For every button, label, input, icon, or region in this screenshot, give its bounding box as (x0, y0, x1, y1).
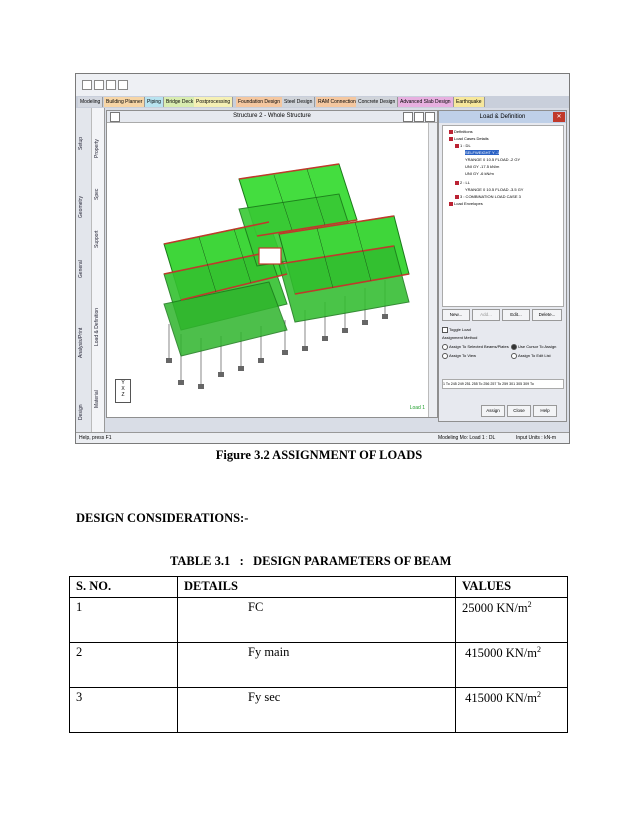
cell-value: 25000 $KN/m^2$ (456, 598, 568, 643)
load-case-icon (455, 144, 459, 148)
load-tree (442, 125, 564, 307)
side-tab-design[interactable]: Design (78, 404, 84, 420)
tab-postprocessing[interactable]: Postprocessing (194, 97, 233, 107)
subtab-spec[interactable]: Spec (94, 188, 100, 200)
new-file-icon[interactable] (82, 80, 92, 90)
table-header-row (70, 577, 568, 598)
delete-button[interactable]: Delete... (532, 309, 562, 321)
tree-item-selected[interactable]: SELFWEIGHT Y -1 (465, 150, 500, 155)
ribbon-tabs (76, 96, 569, 108)
panel-title: Load & Definition (439, 111, 566, 123)
tree-item[interactable]: UNI GY -17.5 kN/m (465, 164, 500, 169)
undo-icon[interactable] (118, 80, 128, 90)
load-definition-panel (438, 110, 567, 422)
active-load-label: Load 1 (409, 405, 425, 411)
help-button[interactable]: Help (533, 405, 557, 417)
cell-detail: FC (178, 598, 456, 643)
subtab-load-definition[interactable]: Load & Definition (94, 307, 100, 346)
tab-earthquake[interactable]: Earthquake (454, 97, 485, 107)
axis-y-label: Y (121, 380, 125, 386)
cell-value: 415000 $KN/m^2$ (456, 643, 568, 688)
folder-icon (449, 130, 453, 134)
cell-detail: Fy sec (178, 688, 456, 733)
tab-concrete-design[interactable]: Concrete Design (356, 97, 398, 107)
load-case-icon (455, 181, 459, 185)
subtab-support[interactable]: Support (94, 230, 100, 248)
tab-piping[interactable]: Piping (145, 97, 164, 107)
tree-item[interactable]: Definitions (449, 129, 473, 134)
new-button[interactable]: New... (442, 309, 470, 321)
checkbox-icon (442, 327, 448, 333)
panel-close-icon[interactable]: ✕ (553, 112, 565, 122)
table-row (70, 643, 568, 688)
structure-viewport[interactable] (106, 110, 438, 418)
table-row (70, 598, 568, 643)
edit-list-field[interactable]: 1 To 245 249 251 255 To 256 257 To 259 301 305 309 To (442, 379, 564, 389)
edit-button[interactable]: Edit... (502, 309, 530, 321)
status-units: Input Units : kN-m (516, 435, 557, 441)
assignment-method-label: Assignment Method (442, 335, 478, 340)
tab-bridge-deck[interactable]: Bridge Deck (164, 97, 196, 107)
status-help: Help, press F1 (79, 435, 112, 441)
staad-screenshot (75, 73, 570, 444)
radio-assign-view[interactable]: Assign To View (442, 353, 476, 359)
subtab-material[interactable]: Material (94, 390, 100, 408)
tab-advanced-slab-design[interactable]: Advanced Slab Design (398, 97, 454, 107)
toggle-load-checkbox[interactable]: Toggle Load (442, 327, 471, 333)
tab-modeling[interactable]: Modeling (78, 97, 103, 107)
left-page-control (76, 108, 105, 432)
header-sno: S. NO. (70, 577, 178, 598)
tree-item[interactable]: 1 : DL (455, 143, 471, 148)
radio-assign-selected[interactable]: Assign To Selected Beams/Plates (442, 344, 509, 350)
header-values: VALUES (456, 577, 568, 598)
tab-steel-design[interactable]: Steel Design (282, 97, 315, 107)
cell-sno: 2 (70, 643, 178, 688)
side-tab-setup[interactable]: Setup (78, 136, 84, 150)
close-icon[interactable] (425, 112, 435, 122)
structure-model-drawing (109, 124, 427, 404)
add-button[interactable]: Add... (472, 309, 500, 321)
open-file-icon[interactable] (94, 80, 104, 90)
header-details: DETAILS (178, 577, 456, 598)
side-tab-analysis-print[interactable]: Analysis/Print (78, 327, 84, 358)
axis-triad (115, 379, 131, 403)
assign-button[interactable]: Assign (481, 405, 505, 417)
radio-assign-edit-list[interactable]: Assign To Edit List (511, 353, 551, 359)
folder-icon (449, 202, 453, 206)
status-bar (76, 432, 569, 444)
tree-item[interactable]: Load Cases Details (449, 136, 489, 141)
table-caption: TABLE 3.1 : DESIGN PARAMETERS OF BEAM (170, 554, 452, 568)
beam-parameters-table (69, 576, 568, 733)
radio-icon (442, 353, 448, 359)
cell-detail: Fy main (178, 643, 456, 688)
section-heading: DESIGN CONSIDERATIONS:- (76, 511, 249, 525)
tab-ram-connection[interactable]: RAM Connection (316, 97, 359, 107)
subtab-track (91, 108, 104, 432)
cell-sno: 3 (70, 688, 178, 733)
radio-selected-icon (511, 344, 517, 350)
viewport-title: Structure 2 - Whole Structure (107, 111, 437, 123)
radio-icon (442, 344, 448, 350)
close-button[interactable]: Close (507, 405, 531, 417)
tree-item[interactable]: 3 : COMBINATION LOAD CASE 3 (455, 194, 521, 199)
cell-sno: 1 (70, 598, 178, 643)
tree-item[interactable]: YRANGE 0 10.5 FLOAD -2 GY (465, 157, 521, 162)
side-tab-general[interactable]: General (78, 260, 84, 278)
axis-z-label: Z (121, 392, 125, 398)
radio-icon (511, 353, 517, 359)
tree-item[interactable]: YRANGE 0 10.5 FLOAD -3.5 GY (465, 187, 524, 192)
minimize-icon[interactable] (403, 112, 413, 122)
status-mode: Modeling Mo: Load 1 : DL (438, 435, 496, 441)
save-icon[interactable] (106, 80, 116, 90)
axis-x-label: X (121, 386, 125, 392)
maximize-icon[interactable] (414, 112, 424, 122)
tree-item[interactable]: Load Envelopes (449, 201, 483, 206)
figure-caption: Figure 3.2 ASSIGNMENT OF LOADS (215, 448, 423, 462)
side-tab-geometry[interactable]: Geometry (78, 196, 84, 218)
tab-foundation-design[interactable]: Foundation Design (236, 97, 283, 107)
folder-icon (449, 137, 453, 141)
load-case-icon (455, 195, 459, 199)
quick-toolbar (76, 74, 569, 96)
tab-building-planner[interactable]: Building Planner (104, 97, 145, 107)
tree-item[interactable]: UNI GY -6 kN/m (465, 171, 494, 176)
viewport-menu-icon[interactable] (110, 112, 120, 122)
cell-value: 415000 $KN/m^2$ (456, 688, 568, 733)
table-row (70, 688, 568, 733)
viewport-scrollbar[interactable] (428, 123, 437, 417)
tree-item[interactable]: 2 : LL (455, 180, 470, 185)
radio-use-cursor[interactable]: Use Cursor To Assign (511, 344, 556, 350)
subtab-property[interactable]: Property (94, 139, 100, 158)
